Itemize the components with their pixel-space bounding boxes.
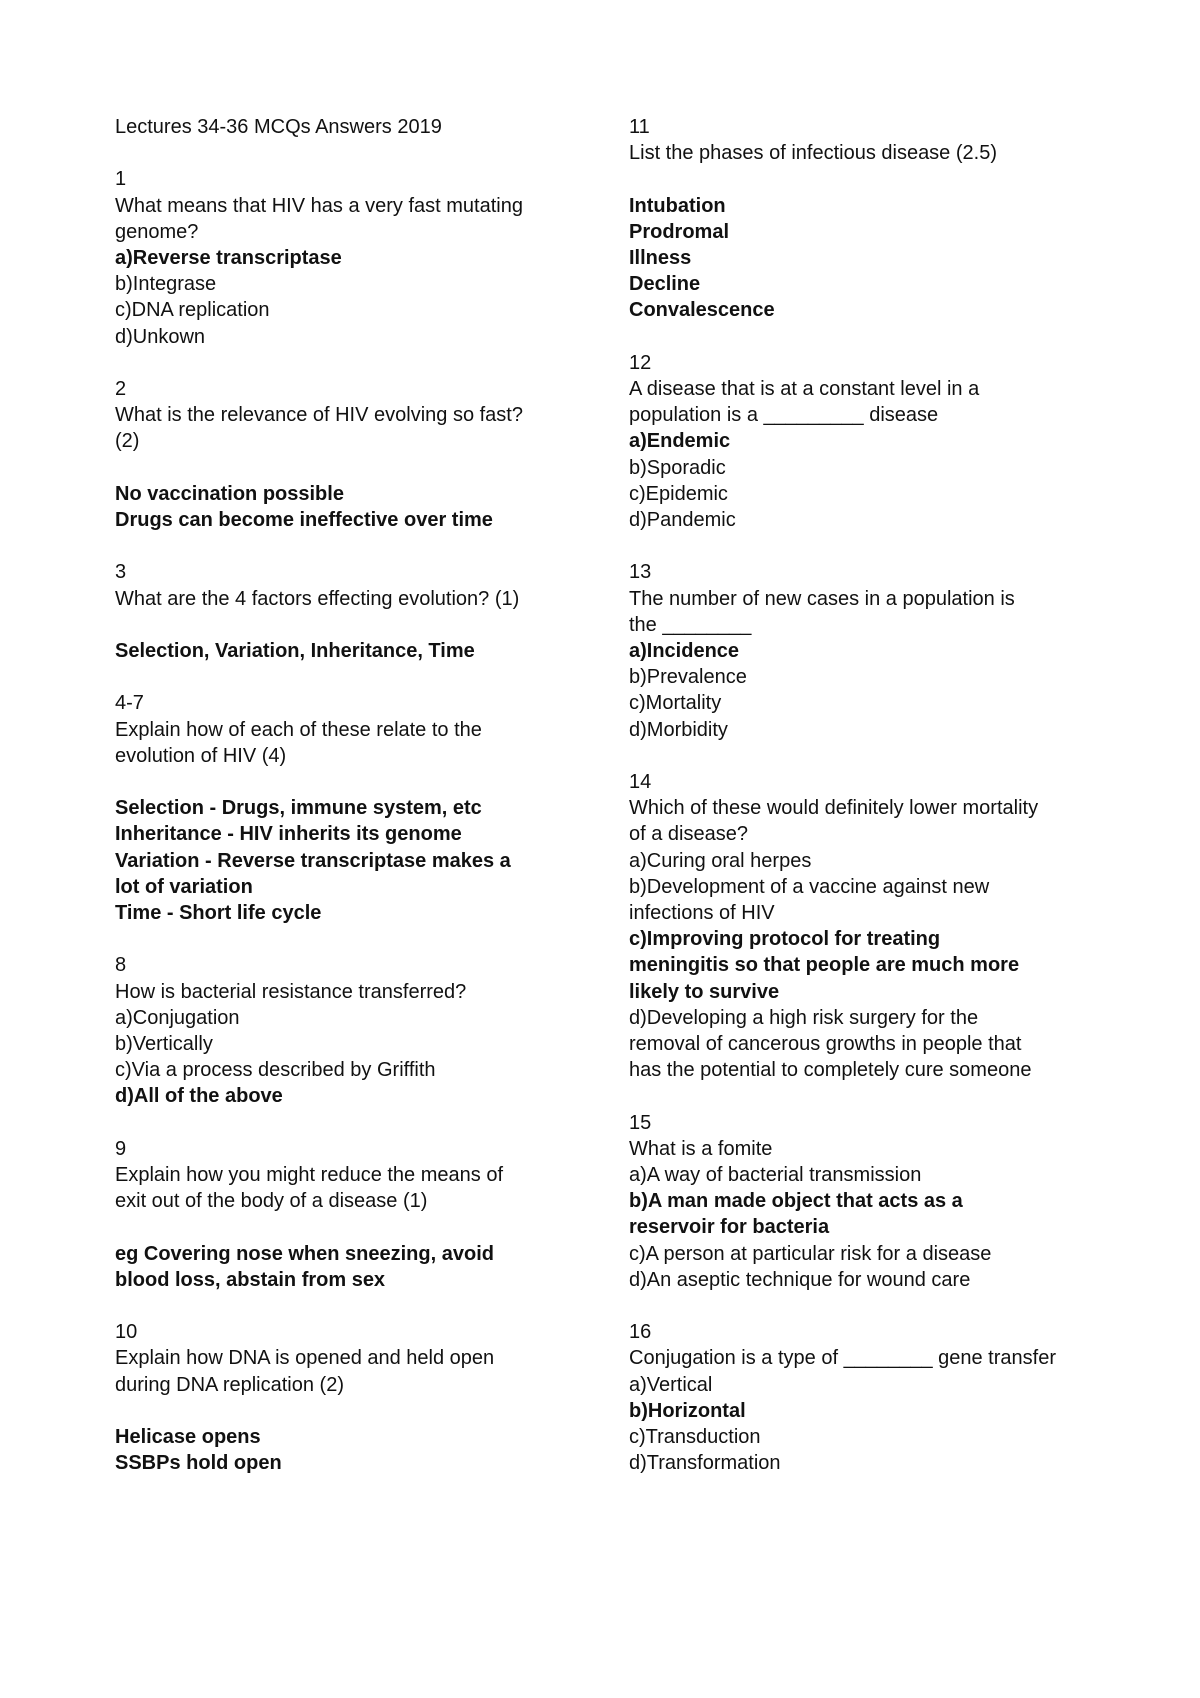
- left-spacer: [115, 1110, 585, 1136]
- right-text-line: 16: [629, 1321, 652, 1344]
- right-answer-line: likely to survive: [629, 980, 780, 1003]
- left-text-line: genome?: [115, 220, 199, 243]
- right-spacer: [629, 1293, 1099, 1319]
- right-text-line: What is a fomite: [629, 1137, 773, 1160]
- left-answer-line: Time - Short life cycle: [115, 901, 322, 924]
- left-text-line: b)Integrase: [115, 273, 217, 296]
- left-text-line: a)Conjugation: [115, 1006, 240, 1029]
- left-answer-line: Variation - Reverse transcriptase makes a: [115, 849, 511, 872]
- left-spacer: [115, 350, 585, 376]
- right-text-line: Which of these would definitely lower mortality: [629, 797, 1039, 820]
- right-spacer: [629, 533, 1099, 559]
- left-spacer: [115, 533, 585, 559]
- right-text-line: c)Mortality: [629, 692, 722, 715]
- right-answer-line: Convalescence: [629, 299, 775, 322]
- left-spacer: [115, 1398, 585, 1424]
- left-text-line: What means that HIV has a very fast mutating: [115, 194, 523, 217]
- left-spacer: [115, 1214, 585, 1240]
- right-text-line: List the phases of infectious disease (2.5): [629, 142, 997, 165]
- left-text-line: c)DNA replication: [115, 299, 270, 322]
- right-text-line: d)Morbidity: [629, 718, 728, 741]
- right-spacer: [629, 1083, 1099, 1109]
- right-column: [629, 114, 1099, 1476]
- left-text-line: 1: [115, 168, 127, 191]
- right-text-line: a)Vertical: [629, 1373, 713, 1396]
- left-spacer: [115, 140, 585, 166]
- right-text-line: 11: [629, 116, 650, 138]
- left-text-line: 3: [115, 561, 127, 584]
- left-answer-line: Selection, Variation, Inheritance, Time: [115, 639, 475, 662]
- right-text-line: d)Transformation: [629, 1452, 781, 1475]
- right-answer-line: Intubation: [629, 194, 726, 217]
- left-text-line: Explain how you might reduce the means of: [115, 1163, 503, 1186]
- left-text-line: exit out of the body of a disease (1): [115, 1190, 428, 1213]
- left-answer-line: d)All of the above: [115, 1085, 283, 1108]
- right-text-line: d)An aseptic technique for wound care: [629, 1268, 971, 1291]
- right-answer-line: a)Endemic: [629, 430, 731, 453]
- right-text-line: d)Developing a high risk surgery for the: [629, 1006, 979, 1029]
- right-answer-line: b)A man made object that acts as a: [629, 1190, 963, 1213]
- left-answer-line: Drugs can become ineffective over time: [115, 509, 493, 531]
- left-text-line: b)Vertically: [115, 1032, 213, 1055]
- left-spacer: [115, 455, 585, 481]
- right-answer-line: Decline: [629, 273, 701, 296]
- right-answer-line: c)Improving protocol for treating: [629, 928, 941, 951]
- right-text-line: 13: [629, 561, 652, 584]
- left-text-line: evolution of HIV (4): [115, 744, 287, 767]
- left-spacer: [115, 1293, 585, 1319]
- right-text-line: the ________: [629, 613, 752, 636]
- right-text-line: removal of cancerous growths in people that: [629, 1033, 1022, 1056]
- right-spacer: [629, 324, 1099, 350]
- left-text-line: 9: [115, 1137, 127, 1160]
- right-text-line: d)Pandemic: [629, 509, 736, 532]
- right-text-line: population is a _________ disease: [629, 404, 939, 427]
- right-text-line: b)Prevalence: [629, 666, 747, 689]
- left-text-line: What is the relevance of HIV evolving so fast?: [115, 404, 523, 427]
- right-text-line: a)Curing oral herpes: [629, 849, 812, 872]
- left-answer-line: eg Covering nose when sneezing, avoid: [115, 1242, 494, 1265]
- right-text-line: 12: [629, 351, 652, 374]
- left-text-line: c)Via a process described by Griffith: [115, 1059, 436, 1082]
- left-answer-line: Selection - Drugs, immune system, etc: [115, 797, 482, 820]
- right-text-line: The number of new cases in a population is: [629, 587, 1015, 610]
- left-text-line: d)Unkown: [115, 325, 206, 348]
- right-answer-line: Illness: [629, 247, 692, 269]
- left-text-line: 10: [115, 1321, 138, 1344]
- left-text-line: Explain how DNA is opened and held open: [115, 1347, 495, 1370]
- left-text-line: 4-7: [115, 692, 144, 715]
- left-text-line: How is bacterial resistance transferred?: [115, 980, 467, 1003]
- left-answer-line: SSBPs hold open: [115, 1452, 282, 1475]
- left-answer-line: lot of variation: [115, 875, 253, 898]
- left-column: [115, 114, 585, 1476]
- left-answer-line: Helicase opens: [115, 1425, 261, 1448]
- right-text-line: infections of HIV: [629, 902, 775, 925]
- right-text-line: Conjugation is a type of ________ gene transfer: [629, 1347, 1056, 1370]
- right-text-line: b)Development of a vaccine against new: [629, 875, 990, 898]
- right-text-line: a)A way of bacterial transmission: [629, 1164, 922, 1187]
- right-text-line: b)Sporadic: [629, 456, 726, 479]
- right-answer-line: Prodromal: [629, 220, 730, 243]
- right-answer-line: reservoir for bacteria: [629, 1216, 830, 1239]
- left-text-line: Explain how of each of these relate to the: [115, 718, 482, 741]
- right-answer-line: a)Incidence: [629, 640, 740, 663]
- left-text-line: (2): [115, 430, 140, 453]
- right-spacer: [629, 743, 1099, 769]
- left-text-line: Lectures 34-36 MCQs Answers 2019: [115, 116, 442, 138]
- right-answer-line: meningitis so that people are much more: [629, 954, 1020, 977]
- right-answer-line: b)Horizontal: [629, 1399, 746, 1422]
- left-spacer: [115, 664, 585, 690]
- right-text-line: A disease that is at a constant level in a: [629, 378, 980, 400]
- right-text-line: c)Transduction: [629, 1426, 761, 1449]
- right-text-line: c)A person at particular risk for a disease: [629, 1242, 992, 1265]
- left-text-line: 2: [115, 378, 127, 400]
- left-spacer: [115, 926, 585, 952]
- right-text-line: 14: [629, 771, 652, 794]
- left-answer-line: Inheritance - HIV inherits its genome: [115, 823, 462, 846]
- left-text-line: What are the 4 factors effecting evolution? (1): [115, 587, 520, 610]
- left-spacer: [115, 612, 585, 638]
- right-text-line: has the potential to completely cure someone: [629, 1059, 1032, 1082]
- left-answer-line: a)Reverse transcriptase: [115, 247, 342, 269]
- right-text-line: of a disease?: [629, 823, 748, 846]
- right-text-line: c)Epidemic: [629, 482, 728, 505]
- left-text-line: 8: [115, 954, 127, 977]
- left-spacer: [115, 769, 585, 795]
- right-spacer: [629, 166, 1099, 192]
- left-text-line: during DNA replication (2): [115, 1373, 344, 1396]
- left-answer-line: No vaccination possible: [115, 482, 344, 505]
- right-text-line: 15: [629, 1111, 652, 1134]
- left-answer-line: blood loss, abstain from sex: [115, 1268, 386, 1291]
